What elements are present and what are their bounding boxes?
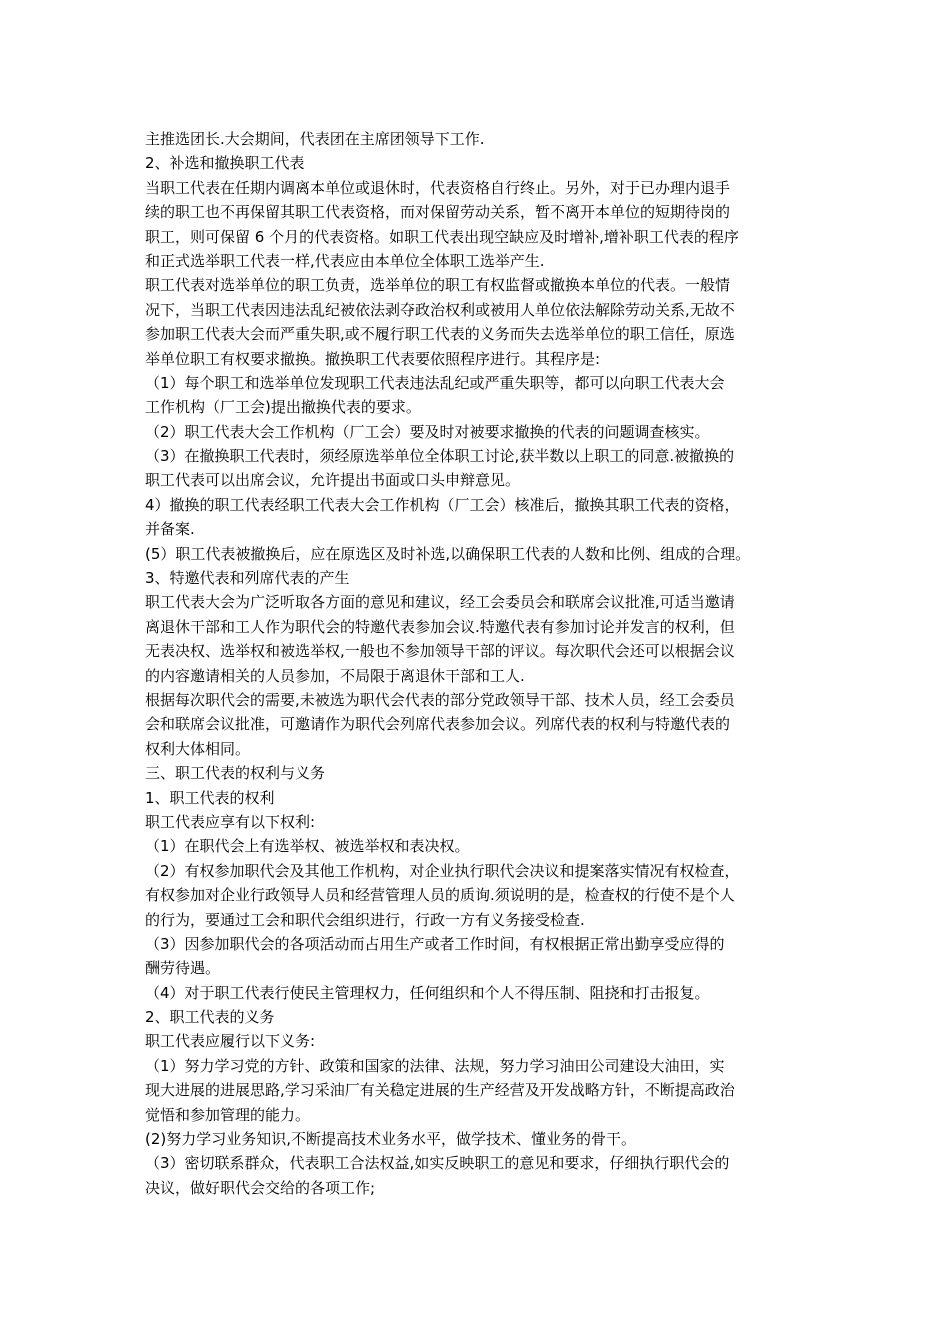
text-line: 职工，则可保留 6 个月的代表资格。如职工代表出现空缺应及时增补,增补职工代表的程序 [145, 227, 739, 246]
text-line: 根据每次职代会的需要,未被选为职代会代表的部分党政领导干部、技术人员，经工会委员 [145, 690, 735, 709]
text-line: 2、职工代表的义务 [145, 1008, 275, 1027]
text-line: （4）对于职工代表行使民主管理权力，任何组织和个人不得压制、阻挠和打击报复。 [145, 983, 710, 1002]
text-line: 的内容邀请相关的人员参加，不局限于离退休干部和工人. [145, 666, 525, 685]
text-line: 权利大体相同。 [145, 739, 251, 758]
text-line: 况下，当职工代表因违法乱纪被依法剥夺政治权利或被用人单位依法解除劳动关系,无故不 [145, 300, 735, 319]
text-line: （1）努力学习党的方针、政策和国家的法律、法规，努力学习油田公司建设大油田，实 [145, 1056, 725, 1075]
text-line: 续的职工也不再保留其职工代表资格，而对保留劳动关系，暂不离开本单位的短期待岗的 [145, 203, 731, 222]
text-line: (2)努力学习业务知识,不断提高技术业务水平，做学技术、懂业务的骨干。 [145, 1130, 637, 1149]
text-line: 会和联席会议批准，可邀请作为职代会列席代表参加会议。列席代表的权利与特邀代表的 [145, 715, 731, 734]
text-line: 离退休干部和工人作为职代会的特邀代表参加会议.特邀代表有参加讨论并发言的权利，但 [145, 617, 735, 636]
document-body [145, 127, 813, 1200]
text-line: 当职工代表在任期内调离本单位或退休时，代表资格自行终止。另外，对于已办理内退手 [145, 178, 731, 197]
text-line: 3、特邀代表和列席代表的产生 [145, 569, 350, 588]
text-line: 和正式选举职工代表一样,代表应由本单位全体职工选举产生. [145, 251, 545, 270]
text-line: 现大进展的进展思路,学习采油厂有关稳定进展的生产经营及开发战略方针，不断提高政治 [145, 1081, 735, 1100]
text-line: 决议，做好职代会交给的各项工作; [145, 1178, 376, 1197]
text-line: 1、职工代表的权利 [145, 788, 275, 807]
text-line: （3）在撤换职工代表时，须经原选举单位全体职工讨论,获半数以上职工的同意.被撤换的 [145, 447, 735, 466]
text-line: （1）每个职工和选举单位发现职工代表违法乱纪或严重失职等，都可以向职工代表大会 [145, 373, 725, 392]
text-line: 职工代表对选举单位的职工负责，选举单位的职工有权监督或撤换本单位的代表。一般情 [145, 276, 731, 295]
text-line: 酬劳待遇。 [145, 959, 221, 978]
text-line: (5）职工代表被撤换后，应在原选区及时补选,以确保职工代表的人数和比例、组成的合理。 [145, 544, 751, 563]
text-line: 参加职工代表大会而严重失职,或不履行职工代表的义务而失去选举单位的职工信任，原选 [145, 325, 735, 344]
text-line: 主推选团长.大会期间，代表团在主席团领导下工作. [145, 130, 485, 148]
text-line: 职工代表应享有以下权利: [145, 812, 316, 831]
text-line: 觉悟和参加管理的能力。 [145, 1105, 311, 1124]
text-line: （2）有权参加职代会及其他工作机构，对企业执行职代会决议和提案落实情况有权检查， [145, 861, 740, 880]
text-line: 工作机构（厂工会)提出撤换代表的要求。 [145, 398, 421, 417]
text-line: 职工代表大会为广泛听取各方面的意见和建议，经工会委员会和联席会议批准,可适当邀请 [145, 593, 735, 612]
text-line: 举单位职工有权要求撤换。撤换职工代表要依照程序进行。其程序是: [145, 349, 601, 368]
text-line: 职工代表应履行以下义务: [145, 1032, 316, 1051]
text-line: 有权参加对企业行政领导人员和经营管理人员的质询.须说明的是，检查权的行使不是个人 [145, 886, 735, 905]
text-line: 的行为，要通过工会和职代会组织进行，行政一方有义务接受检查. [145, 910, 585, 929]
text-line: 三、职工代表的权利与义务 [145, 764, 326, 783]
text-line: 4）撤换的职工代表经职工代表大会工作机构（厂工会）核准后，撤换其职工代表的资格， [145, 495, 740, 514]
text-line: 无表决权、选举权和被选举权,一般也不参加领导干部的评议。每次职代会还可以根据会议 [145, 642, 735, 661]
text-line: （3）密切联系群众，代表职工合法权益,如实反映职工的意见和要求，仔细执行职代会的 [145, 1154, 730, 1173]
text-line: 职工代表可以出席会议，允许提出书面或口头申辩意见。 [145, 471, 521, 490]
text-line: （1）在职代会上有选举权、被选举权和表决权。 [145, 837, 470, 856]
text-line: 2、补选和撤换职工代表 [145, 154, 305, 173]
text-line: 并备案. [145, 520, 195, 539]
text-line: （2）职工代表大会工作机构（厂工会）要及时对被要求撤换的代表的问题调查核实。 [145, 422, 710, 441]
text-line: （3）因参加职代会的各项活动而占用生产或者工作时间，有权根据正常出勤享受应得的 [145, 934, 725, 953]
